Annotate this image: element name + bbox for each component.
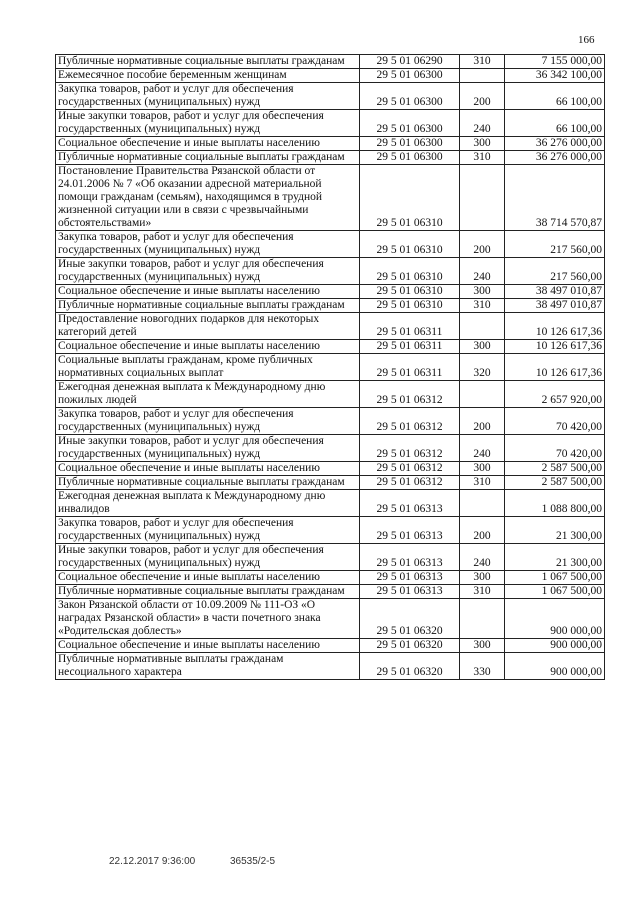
table-row	[56, 354, 605, 381]
row-amount-cell: 217 560,00	[505, 258, 605, 285]
row-name-cell: Иные закупки товаров, работ и услуг для обеспечения государственных (муниципальных) нужд	[56, 258, 360, 285]
row-code-cell: 29 5 01 06312	[360, 476, 460, 490]
row-expense-type-cell: 240	[460, 435, 505, 462]
row-name-cell: Закупка товаров, работ и услуг для обеспечения государственных (муниципальных) нужд	[56, 517, 360, 544]
table-row	[56, 340, 605, 354]
row-name-cell: Ежегодная денежная выплата к Международному дню пожилых людей	[56, 381, 360, 408]
table-row	[56, 599, 605, 639]
table-row	[56, 55, 605, 69]
row-amount-cell: 7 155 000,00	[505, 55, 605, 69]
row-expense-type-cell: 300	[460, 340, 505, 354]
table-row	[56, 571, 605, 585]
table-row	[56, 435, 605, 462]
row-name-cell: Иные закупки товаров, работ и услуг для обеспечения государственных (муниципальных) нужд	[56, 110, 360, 137]
row-expense-type-cell: 200	[460, 83, 505, 110]
row-name-cell: Публичные нормативные социальные выплаты гражданам	[56, 585, 360, 599]
table-row	[56, 490, 605, 517]
row-name-cell: Публичные нормативные выплаты гражданам несоциального характера	[56, 653, 360, 680]
row-expense-type-cell: 240	[460, 258, 505, 285]
row-code-cell: 29 5 01 06300	[360, 137, 460, 151]
row-amount-cell: 36 342 100,00	[505, 69, 605, 83]
row-code-cell: 29 5 01 06311	[360, 340, 460, 354]
table-row	[56, 639, 605, 653]
row-amount-cell: 10 126 617,36	[505, 354, 605, 381]
row-name-cell: Социальное обеспечение и иные выплаты населению	[56, 462, 360, 476]
row-amount-cell: 36 276 000,00	[505, 151, 605, 165]
table-row	[56, 231, 605, 258]
row-amount-cell: 900 000,00	[505, 653, 605, 680]
table-row	[56, 544, 605, 571]
row-code-cell: 29 5 01 06320	[360, 599, 460, 639]
table-row	[56, 313, 605, 340]
row-amount-cell: 21 300,00	[505, 544, 605, 571]
row-expense-type-cell: 300	[460, 137, 505, 151]
row-expense-type-cell: 300	[460, 462, 505, 476]
row-expense-type-cell: 310	[460, 585, 505, 599]
row-code-cell: 29 5 01 06312	[360, 462, 460, 476]
row-code-cell: 29 5 01 06310	[360, 165, 460, 231]
row-code-cell: 29 5 01 06313	[360, 585, 460, 599]
row-code-cell: 29 5 01 06310	[360, 258, 460, 285]
table-row	[56, 462, 605, 476]
row-amount-cell: 66 100,00	[505, 83, 605, 110]
row-amount-cell: 10 126 617,36	[505, 340, 605, 354]
row-amount-cell: 2 657 920,00	[505, 381, 605, 408]
table-row	[56, 258, 605, 285]
row-name-cell: Ежегодная денежная выплата к Международному дню инвалидов	[56, 490, 360, 517]
row-code-cell: 29 5 01 06320	[360, 653, 460, 680]
row-code-cell: 29 5 01 06300	[360, 83, 460, 110]
row-expense-type-cell	[460, 313, 505, 340]
table-row	[56, 69, 605, 83]
row-code-cell: 29 5 01 06311	[360, 354, 460, 381]
row-expense-type-cell	[460, 381, 505, 408]
footer-document-id: 36535/2-5	[230, 856, 276, 867]
row-name-cell: Социальное обеспечение и иные выплаты населению	[56, 340, 360, 354]
row-expense-type-cell: 310	[460, 299, 505, 313]
row-code-cell: 29 5 01 06300	[360, 151, 460, 165]
row-amount-cell: 70 420,00	[505, 408, 605, 435]
row-expense-type-cell	[460, 490, 505, 517]
row-amount-cell: 36 276 000,00	[505, 137, 605, 151]
row-expense-type-cell: 310	[460, 55, 505, 69]
row-code-cell: 29 5 01 06312	[360, 408, 460, 435]
row-expense-type-cell: 320	[460, 354, 505, 381]
row-amount-cell: 66 100,00	[505, 110, 605, 137]
table-row	[56, 585, 605, 599]
row-code-cell: 29 5 01 06312	[360, 381, 460, 408]
table-row	[56, 299, 605, 313]
row-code-cell: 29 5 01 06313	[360, 571, 460, 585]
row-expense-type-cell	[460, 599, 505, 639]
row-amount-cell: 900 000,00	[505, 599, 605, 639]
row-name-cell: Ежемесячное пособие беременным женщинам	[56, 69, 360, 83]
row-code-cell: 29 5 01 06300	[360, 110, 460, 137]
row-code-cell: 29 5 01 06313	[360, 517, 460, 544]
row-amount-cell: 38 714 570,87	[505, 165, 605, 231]
table-row	[56, 83, 605, 110]
footer-timestamp: 22.12.2017 9:36:00	[109, 856, 196, 867]
row-amount-cell: 38 497 010,87	[505, 285, 605, 299]
table-body	[56, 55, 605, 680]
row-expense-type-cell: 300	[460, 571, 505, 585]
row-name-cell: Предоставление новогодних подарков для некоторых категорий детей	[56, 313, 360, 340]
table-row	[56, 381, 605, 408]
row-amount-cell: 21 300,00	[505, 517, 605, 544]
table-row	[56, 285, 605, 299]
row-name-cell: Закупка товаров, работ и услуг для обеспечения государственных (муниципальных) нужд	[56, 83, 360, 110]
row-name-cell: Социальные выплаты гражданам, кроме публичных нормативных социальных выплат	[56, 354, 360, 381]
row-amount-cell: 38 497 010,87	[505, 299, 605, 313]
row-code-cell: 29 5 01 06300	[360, 69, 460, 83]
row-name-cell: Социальное обеспечение и иные выплаты населению	[56, 137, 360, 151]
row-amount-cell: 1 088 800,00	[505, 490, 605, 517]
budget-table	[55, 54, 605, 680]
row-name-cell: Закупка товаров, работ и услуг для обеспечения государственных (муниципальных) нужд	[56, 231, 360, 258]
row-amount-cell: 10 126 617,36	[505, 313, 605, 340]
row-name-cell: Иные закупки товаров, работ и услуг для обеспечения государственных (муниципальных) нужд	[56, 435, 360, 462]
row-name-cell: Социальное обеспечение и иные выплаты населению	[56, 285, 360, 299]
row-amount-cell: 1 067 500,00	[505, 585, 605, 599]
row-expense-type-cell: 300	[460, 639, 505, 653]
row-code-cell: 29 5 01 06290	[360, 55, 460, 69]
row-amount-cell: 70 420,00	[505, 435, 605, 462]
row-expense-type-cell	[460, 165, 505, 231]
row-amount-cell: 2 587 500,00	[505, 462, 605, 476]
row-expense-type-cell: 310	[460, 151, 505, 165]
row-name-cell: Публичные нормативные социальные выплаты гражданам	[56, 299, 360, 313]
table-row	[56, 517, 605, 544]
row-code-cell: 29 5 01 06313	[360, 490, 460, 517]
row-expense-type-cell	[460, 69, 505, 83]
row-expense-type-cell: 240	[460, 110, 505, 137]
row-name-cell: Социальное обеспечение и иные выплаты населению	[56, 571, 360, 585]
row-expense-type-cell: 240	[460, 544, 505, 571]
row-code-cell: 29 5 01 06320	[360, 639, 460, 653]
row-expense-type-cell: 200	[460, 408, 505, 435]
row-expense-type-cell: 300	[460, 285, 505, 299]
table-row	[56, 476, 605, 490]
table-row	[56, 653, 605, 680]
row-name-cell: Постановление Правительства Рязанской области от 24.01.2006 № 7 «Об оказании адресной материальной помощи гражданам (семьям), находящимся в трудной жизненной ситуации или в связи с чрезвычайными обстоятельствами»	[56, 165, 360, 231]
table-row	[56, 137, 605, 151]
row-name-cell: Закупка товаров, работ и услуг для обеспечения государственных (муниципальных) нужд	[56, 408, 360, 435]
table-row	[56, 110, 605, 137]
row-name-cell: Публичные нормативные социальные выплаты гражданам	[56, 476, 360, 490]
row-expense-type-cell: 200	[460, 231, 505, 258]
row-name-cell: Публичные нормативные социальные выплаты гражданам	[56, 55, 360, 69]
row-amount-cell: 217 560,00	[505, 231, 605, 258]
row-amount-cell: 900 000,00	[505, 639, 605, 653]
row-code-cell: 29 5 01 06310	[360, 231, 460, 258]
table-row	[56, 408, 605, 435]
row-name-cell: Социальное обеспечение и иные выплаты населению	[56, 639, 360, 653]
row-name-cell: Закон Рязанской области от 10.09.2009 № 111-ОЗ «О наградах Рязанской области» в части почетного знака «Родительская доблесть»	[56, 599, 360, 639]
row-code-cell: 29 5 01 06313	[360, 544, 460, 571]
row-amount-cell: 1 067 500,00	[505, 571, 605, 585]
row-expense-type-cell: 310	[460, 476, 505, 490]
page-number: 166	[578, 34, 595, 46]
row-amount-cell: 2 587 500,00	[505, 476, 605, 490]
row-expense-type-cell: 200	[460, 517, 505, 544]
row-name-cell: Публичные нормативные социальные выплаты гражданам	[56, 151, 360, 165]
row-code-cell: 29 5 01 06310	[360, 299, 460, 313]
row-name-cell: Иные закупки товаров, работ и услуг для обеспечения государственных (муниципальных) нужд	[56, 544, 360, 571]
table-row	[56, 151, 605, 165]
row-code-cell: 29 5 01 06312	[360, 435, 460, 462]
table-row	[56, 165, 605, 231]
row-expense-type-cell: 330	[460, 653, 505, 680]
row-code-cell: 29 5 01 06311	[360, 313, 460, 340]
row-code-cell: 29 5 01 06310	[360, 285, 460, 299]
